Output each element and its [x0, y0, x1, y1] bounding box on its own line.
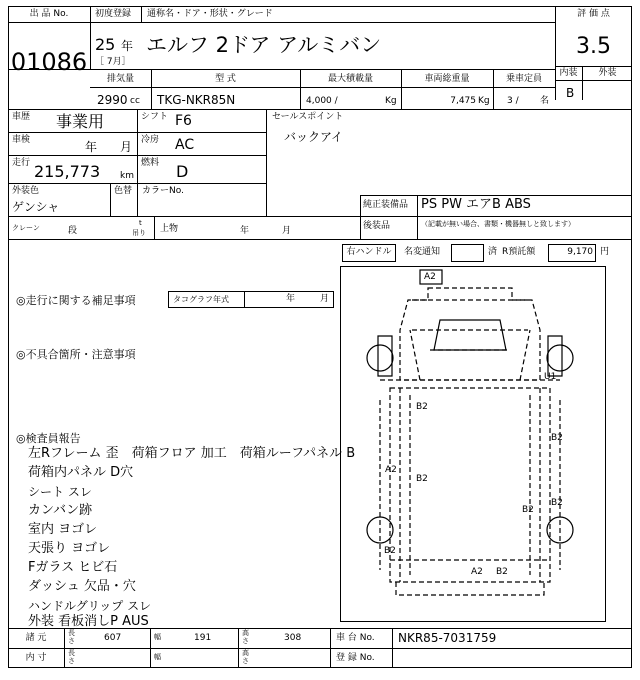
ac: AC	[175, 137, 195, 153]
interior-label: 内装	[559, 68, 578, 78]
capacity-label: 乗車定員	[505, 74, 542, 84]
color-no-label: カラーNo.	[142, 186, 184, 196]
inspector-label: ◎検査員報告	[16, 432, 81, 445]
equipment: PS PW エアB ABS	[421, 197, 531, 212]
top-year: 年	[240, 226, 250, 236]
top-month: 月	[282, 226, 292, 236]
ac-label: 冷房	[141, 135, 160, 145]
fuel: D	[176, 162, 189, 181]
exterior-label: 外装	[598, 68, 617, 78]
inspector-line: Fガラス ヒビ石	[28, 560, 118, 575]
gross-weight: 7,475	[450, 96, 476, 106]
lot-no-label: 出 品 No.	[29, 9, 69, 19]
max-load-label: 最大積載量	[327, 74, 373, 84]
crane-hang: 吊り	[132, 229, 146, 237]
recycle-unit: 円	[600, 247, 610, 257]
mileage: 215,773	[34, 162, 101, 181]
inspector-line: 荷箱内パネル D穴	[28, 465, 134, 480]
reg-label: 登 録 No.	[336, 653, 375, 663]
defects-label: ◎不具合箇所・注意事項	[16, 348, 136, 361]
capacity: 3 /	[507, 96, 519, 106]
gross-weight-unit: Kg	[478, 96, 490, 106]
width-label: 幅	[154, 633, 161, 641]
inspector-line: シート スレ	[28, 485, 92, 499]
damage-mark: B2	[551, 433, 563, 443]
reg-year: 25	[95, 35, 116, 54]
displacement-label: 排気量	[106, 74, 134, 84]
sales-point: バックアイ	[284, 130, 343, 144]
inspector-line: 外装 看板消しP AUS	[28, 614, 149, 629]
inspector-line: 室内 ヨゴレ	[28, 522, 98, 537]
inspection-year: 年	[85, 140, 98, 154]
chassis-label: 車 台 No.	[336, 633, 375, 643]
color-code-label: 色替	[114, 186, 133, 196]
chassis: NKR85-7031759	[398, 631, 497, 645]
color-label: 外装色	[12, 186, 40, 196]
interior-length-label: 長さ	[68, 649, 75, 665]
recycle-deposit: 9,170	[567, 247, 593, 257]
damage-mark: B2	[416, 474, 428, 484]
reg-month: ［ 7月］	[95, 57, 131, 67]
mileage-unit: km	[120, 171, 134, 181]
inspection-month: 月	[120, 140, 133, 154]
model: TKG-NKR85N	[157, 93, 236, 107]
max-load: 4,000 /	[306, 96, 338, 106]
equipment-label: 純正装備品	[363, 200, 409, 210]
tachograph-label: タコグラフ年式	[173, 295, 229, 304]
displacement: 2990	[97, 93, 128, 107]
name-change-box	[451, 244, 484, 262]
fuel-label: 燃料	[141, 158, 160, 168]
reg-year-unit: 年	[121, 39, 134, 53]
height: 308	[284, 633, 302, 643]
inspector-line: カンバン跡	[28, 503, 93, 518]
shift: F6	[175, 113, 192, 129]
capacity-unit: 名	[540, 96, 550, 106]
height-label: 高さ	[242, 629, 249, 645]
history-label: 車歴	[12, 112, 31, 122]
name-change-label: 名変通知	[404, 247, 441, 257]
gross-weight-label: 車両総重量	[424, 74, 470, 84]
name-label: 通称名・ドア・形状・グレード	[147, 9, 273, 19]
interior-height-label: 高さ	[242, 649, 249, 665]
score: 3.5	[576, 34, 611, 59]
right-handle: 右ハンドル	[346, 247, 392, 257]
first-reg-label: 初度登録	[95, 9, 132, 19]
crane-t: t	[139, 219, 142, 227]
damage-mark: A2	[385, 465, 397, 475]
damage-mark: A2	[424, 272, 436, 282]
mileage-label: 走行	[12, 158, 31, 168]
damage-mark: B2	[384, 546, 396, 556]
damage-mark: B2	[551, 498, 563, 508]
crane-label: クレーン	[12, 224, 40, 232]
inspector-line: 天張り ヨゴレ	[28, 541, 111, 556]
car-name: エルフ 2ドア アルミバン	[146, 33, 382, 57]
aftermarket-note: （記載が無い場合、書類・機器無しと致します）	[421, 220, 575, 228]
shift-label: シフト	[141, 112, 169, 122]
inspector-line: 左Rフレーム 歪 荷箱フロア 加工 荷箱ルーフパネル B	[28, 446, 356, 461]
max-load-unit: Kg	[385, 96, 397, 106]
damage-mark: B2	[416, 402, 428, 412]
sales-point-label: セールスポイント	[272, 112, 344, 122]
damage-mark: U1	[544, 372, 557, 382]
damage-mark: A2	[471, 567, 483, 577]
displacement-unit: cc	[130, 96, 140, 106]
damage-mark: B2	[496, 567, 508, 577]
crane-stage: 段	[68, 226, 78, 236]
top-label: 上物	[160, 224, 179, 234]
lot-no: 01086	[10, 48, 88, 76]
color: ゲンシャ	[12, 200, 60, 214]
score-label: 評 価 点	[577, 9, 610, 19]
width: 191	[194, 633, 212, 643]
interior-grade: B	[566, 86, 575, 100]
length-label: 長さ	[68, 629, 75, 645]
recycle-label: 済	[488, 247, 498, 257]
tachograph-year: 年	[286, 294, 296, 304]
recycle-deposit-label: R預託額	[502, 247, 536, 257]
inspector-line: ハンドルグリップ スレ	[28, 599, 152, 613]
tachograph-month: 月	[320, 294, 330, 304]
model-label: 型 式	[215, 74, 236, 84]
running-label: ◎走行に関する補足事項	[16, 294, 136, 307]
interior-width-label: 幅	[154, 653, 161, 661]
damage-mark: B2	[522, 505, 534, 515]
interior-dims-label: 内 寸	[25, 653, 47, 663]
dims-label: 諸 元	[25, 633, 47, 643]
inspector-line: ダッシュ 欠品・穴	[28, 579, 136, 594]
inspection-label: 車検	[12, 135, 31, 145]
length: 607	[104, 633, 122, 643]
aftermarket-label: 後装品	[363, 221, 391, 231]
history: 事業用	[56, 112, 105, 131]
